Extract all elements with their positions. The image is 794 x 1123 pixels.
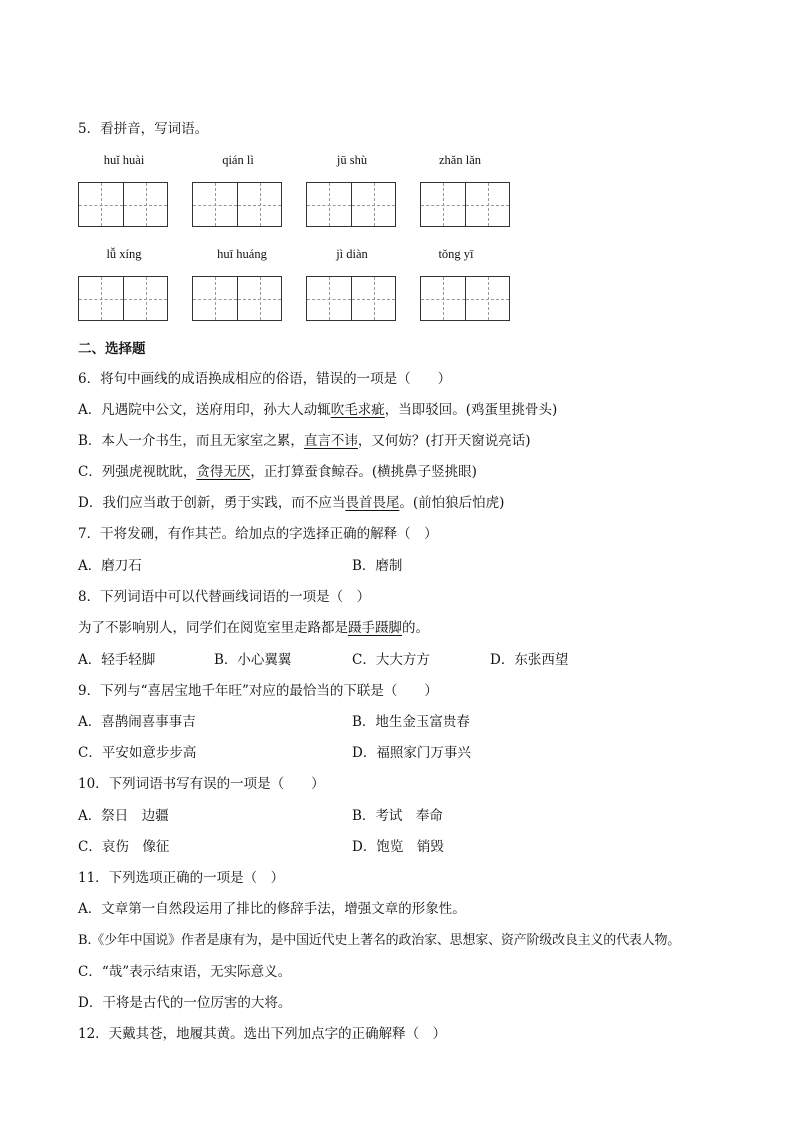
q6-option-b[interactable]: B．本人一介书生，而且无家室之累，直言不讳，又何妨？(打开天窗说亮话) <box>78 433 531 449</box>
q10-stem: 10．下列词语书写有误的一项是（ ） <box>78 776 325 792</box>
pinyin-7: jì diàn <box>336 247 368 261</box>
pinyin-8: tǒng yī <box>438 247 474 261</box>
q8-sentence: 为了不影响别人，同学们在阅览室里走路都是蹑手蹑脚的。 <box>78 620 429 636</box>
q9-option-c[interactable]: C．平安如意步步高 <box>78 745 197 761</box>
q7-stem: 7．干将发硎，有作其芒。给加点的字选择正确的解释（ ） <box>78 526 438 542</box>
q11-option-b[interactable]: B.《少年中国说》作者是康有为，是中国近代史上著名的政治家、思想家、资产阶级改良主义的代表人物。 <box>78 933 681 948</box>
pinyin-5: lǚ xíng <box>106 247 142 261</box>
q8-option-b[interactable]: B．小心翼翼 <box>214 652 292 668</box>
q11-stem: 11．下列选项正确的一项是（ ） <box>78 870 285 886</box>
writing-box-8[interactable] <box>420 276 510 321</box>
q6-option-a[interactable]: A．凡遇院中公文，送府用印，孙大人动辄吹毛求疵，当即驳回。(鸡蛋里挑骨头) <box>78 402 558 418</box>
q11-option-c[interactable]: C．“哉”表示结束语，无实际意义。 <box>78 964 292 980</box>
q8-option-c[interactable]: C．大大方方 <box>352 652 430 668</box>
q10-option-c[interactable]: C．哀伤 像征 <box>78 839 170 855</box>
pinyin-6: huī huáng <box>217 247 267 261</box>
q9-option-b[interactable]: B．地生金玉富贵春 <box>352 714 470 730</box>
q9-stem: 9．下列与“喜居宝地千年旺”对应的最恰当的下联是（ ） <box>78 683 438 699</box>
section-title: 二、选择题 <box>78 341 146 357</box>
q5-stem: 5．看拼音，写词语。 <box>78 121 209 137</box>
q10-option-d[interactable]: D．饱览 销毁 <box>352 839 444 855</box>
writing-box-5[interactable] <box>78 276 168 321</box>
q8-option-d[interactable]: D．东张西望 <box>490 652 569 668</box>
q6-option-d[interactable]: D．我们应当敢于创新，勇于实践，而不应当畏首畏尾。(前怕狼后怕虎) <box>78 495 505 511</box>
writing-box-4[interactable] <box>420 182 510 227</box>
pinyin-2: qián lì <box>222 153 254 167</box>
q11-option-d[interactable]: D．干将是古代的一位厉害的大将。 <box>78 995 292 1011</box>
q7-option-a[interactable]: A．磨刀石 <box>78 558 142 574</box>
writing-box-3[interactable] <box>306 182 396 227</box>
q6-option-c[interactable]: C．列强虎视眈眈，贪得无厌，正打算蚕食鲸吞。(横挑鼻子竖挑眼) <box>78 464 477 480</box>
pinyin-1: huǐ huài <box>103 153 145 167</box>
q6-stem: 6．将句中画线的成语换成相应的俗语，错误的一项是（ ） <box>78 371 452 387</box>
pinyin-4: zhǎn lǎn <box>439 153 481 167</box>
writing-box-1[interactable] <box>78 182 168 227</box>
q9-option-a[interactable]: A．喜鹊闹喜事事吉 <box>78 714 196 730</box>
pinyin-3: jū shù <box>336 153 368 167</box>
q7-option-b[interactable]: B．磨制 <box>352 558 403 574</box>
writing-box-7[interactable] <box>306 276 396 321</box>
q8-stem: 8．下列词语中可以代替画线词语的一项是（ ） <box>78 589 371 605</box>
q9-option-d[interactable]: D．福照家门万事兴 <box>352 745 471 761</box>
q11-option-a[interactable]: A．文章第一自然段运用了排比的修辞手法，增强文章的形象性。 <box>78 901 466 917</box>
q10-option-a[interactable]: A．祭日 边疆 <box>78 808 169 824</box>
q8-option-a[interactable]: A．轻手轻脚 <box>78 652 156 668</box>
q10-option-b[interactable]: B．考试 奉命 <box>352 808 443 824</box>
writing-box-2[interactable] <box>192 182 282 227</box>
writing-box-6[interactable] <box>192 276 282 321</box>
q12-stem: 12．天戴其苍，地履其黄。选出下列加点字的正确解释（ ） <box>78 1026 447 1042</box>
